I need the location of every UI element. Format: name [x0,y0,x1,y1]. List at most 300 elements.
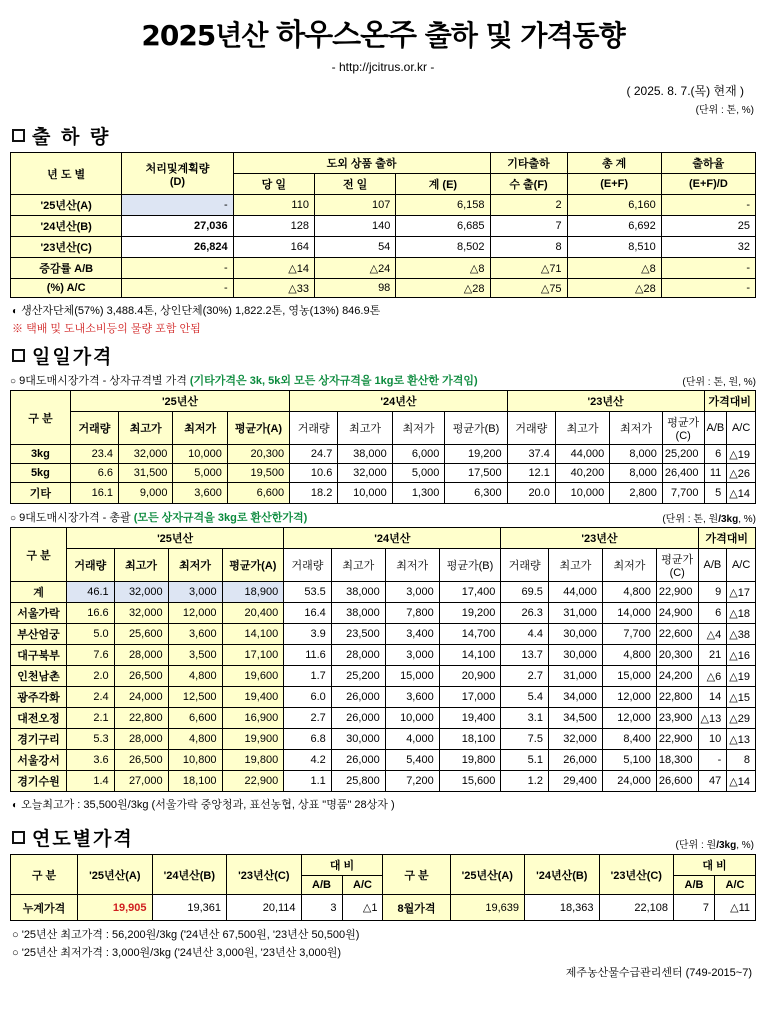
row-label: 서울강서 [11,750,67,771]
cell-low25: 3,600 [168,624,222,645]
cell-avg25: 19,900 [222,729,284,750]
price-by-size-table [10,390,756,504]
cell-vol24: 1.7 [284,666,332,687]
cell-high24: 10,000 [338,483,392,504]
table-row [11,771,756,792]
col-other-group: 기타출하 [490,153,567,174]
cell-high25: 24,000 [114,687,168,708]
col-vol-25: 거래량 [67,549,115,582]
col-ac: A/C [727,412,756,445]
cell-plan: 26,824 [122,237,233,258]
cell-avg24: 20,900 [439,666,501,687]
col-y25-left: '25년산(A) [78,855,153,895]
cell-right-23: 22,108 [599,895,674,921]
cell-vol24: 4.2 [284,750,332,771]
row-label: 증감률 A/B [11,258,122,279]
table-row [11,483,756,504]
cell-high23: 30,000 [548,624,602,645]
cell-low25: 3,000 [168,582,222,603]
col-year: 년 도 별 [11,153,122,195]
row-label: '25년산(A) [11,195,122,216]
cell-vol25: 2.1 [67,708,115,729]
cell-avg24: 14,100 [439,645,501,666]
cell-low25: 3,500 [168,645,222,666]
cell-ac: 8 [727,750,756,771]
cell-avg24: 19,400 [439,708,501,729]
cell-low24: 3,000 [385,582,439,603]
col-high-23: 최고가 [555,412,609,445]
cell-ac: △38 [727,624,756,645]
circle-bullet-icon: ○ [12,947,19,959]
col-low-25: 최저가 [173,412,227,445]
cell-low23: 5,100 [602,750,656,771]
cell-avg25: 22,900 [222,771,284,792]
cell-rate: - [661,195,755,216]
col-avg-25: 평균가(A) [227,412,289,445]
as-of-date: ( 2025. 8. 7.(목) 현재 ) [626,84,744,98]
cell-ab: △13 [698,708,727,729]
section1-note-1: ◐ 생산자단체(57%) 3,488.4톤, 상인단체(30%) 1,822.2톤, 영농(13%) 846.9톤 [12,305,381,317]
cell-vol23: 12.1 [507,464,555,483]
cell-low25: 3,600 [173,483,227,504]
cell-vol23: 37.4 [507,445,555,464]
circle-bullet-icon: ◐ [12,306,19,317]
cell-high24: 38,000 [331,582,385,603]
yearly-price-table [10,854,756,921]
cell-vol25: 46.1 [67,582,115,603]
cell-low25: 10,000 [173,445,227,464]
cell-left-ac: △1 [342,895,383,921]
price-total-table [10,527,756,792]
cell-today: 164 [233,237,314,258]
cell-avg25: 14,100 [222,624,284,645]
cell-avg25: 20,300 [227,445,289,464]
cell-ac: △16 [727,645,756,666]
cell-ac: △29 [727,708,756,729]
table-row [11,895,756,921]
cell-export: △75 [490,279,567,298]
cell-ab: 5 [704,483,727,504]
cell-avg24: 19,800 [439,750,501,771]
row-label: 광주각화 [11,687,67,708]
cell-high25: 22,800 [114,708,168,729]
col-y24-group: '24년산 [284,528,501,549]
cell-ac: △14 [727,483,756,504]
row-label-right: 8월가격 [383,895,450,921]
col-rate: (E+F)/D [661,174,755,195]
col-y25-group: '25년산 [67,528,284,549]
cell-ac: △13 [727,729,756,750]
cell-sum: 6,158 [396,195,490,216]
col-vol-24: 거래량 [284,549,332,582]
cell-high23: 44,000 [555,445,609,464]
col-low-25: 최저가 [168,549,222,582]
col-gubun: 구 분 [11,528,67,582]
section2-sub2-row [10,509,756,525]
cell-right-ab: 7 [674,895,715,921]
cell-avg25: 19,800 [222,750,284,771]
cell-ab: △6 [698,666,727,687]
cell-vol23: 69.5 [501,582,549,603]
col-vol-24: 거래량 [290,412,338,445]
col-gubun-right: 구 분 [383,855,450,895]
row-label: 대전오정 [11,708,67,729]
cell-total: 6,692 [567,216,661,237]
col-sum: 계 (E) [396,174,490,195]
cell-vol25: 5.3 [67,729,115,750]
row-label: 5kg [11,464,71,483]
cell-high25: 9,000 [119,483,173,504]
cell-high23: 30,000 [548,645,602,666]
cell-left-24: 19,361 [152,895,227,921]
row-label: 경기구리 [11,729,67,750]
cell-high24: 28,000 [331,645,385,666]
section3-notes [10,926,756,960]
cell-today: 128 [233,216,314,237]
cell-avg23: 24,900 [656,603,698,624]
cell-prev: △24 [314,258,395,279]
col-avg-24: 평균가(B) [445,412,507,445]
cell-vol24: 24.7 [290,445,338,464]
col-compare-left: 대 비 [301,855,383,876]
cell-ac: △19 [727,445,756,464]
cell-vol25: 2.0 [67,666,115,687]
cell-export: 8 [490,237,567,258]
section1-unit: (단위 : 톤, %) [695,105,754,116]
cell-right-25: 19,639 [450,895,525,921]
col-y24-left: '24년산(B) [152,855,227,895]
row-label: '23년산(C) [11,237,122,258]
cell-high25: 28,000 [114,729,168,750]
col-outbound-group: 도외 상품 출하 [233,153,490,174]
cell-low24: 3,000 [385,645,439,666]
section2-note-today: ◐ 오늘최고가 : 35,500원/3kg (서울가락 중앙청과, 표선농협, 상표 "명품" 28상자 ) [12,799,395,811]
table-row [11,603,756,624]
cell-vol25: 5.0 [67,624,115,645]
cell-avg23: 7,700 [662,483,704,504]
cell-low24: 10,000 [385,708,439,729]
cell-avg24: 14,700 [439,624,501,645]
cell-vol23: 26.3 [501,603,549,624]
cell-avg25: 20,400 [222,603,284,624]
col-avg-24: 평균가(B) [439,549,501,582]
cell-avg23: 22,900 [656,729,698,750]
col-export: 수 출(F) [490,174,567,195]
section2-unit1: (단위 : 톤, 원, %) [682,377,756,388]
cell-vol23: 2.7 [501,666,549,687]
cell-plan: - [122,195,233,216]
cell-low23: 8,000 [610,445,663,464]
cell-low24: 7,200 [385,771,439,792]
cell-avg25: 16,900 [222,708,284,729]
cell-high24: 23,500 [331,624,385,645]
cell-high23: 32,000 [548,729,602,750]
cell-ab: 21 [698,645,727,666]
cell-high24: 25,200 [331,666,385,687]
cell-vol25: 16.1 [70,483,118,504]
col-gubun: 구 분 [11,391,71,445]
table-header-row [11,855,756,876]
section1-title: 출 하 량 [32,126,111,148]
section2-unit2: (단위 : 톤, 원/3kg, %) [662,514,756,525]
cell-high23: 31,000 [548,603,602,624]
cell-vol23: 3.1 [501,708,549,729]
col-y25-right: '25년산(A) [450,855,525,895]
cell-vol24: 16.4 [284,603,332,624]
section2-sub1-row [10,372,756,388]
table-row [11,750,756,771]
row-label: 계 [11,582,67,603]
col-total: (E+F) [567,174,661,195]
table-header-row-2 [11,412,756,445]
cell-avg23: 22,600 [656,624,698,645]
col-avg-23: 평균가(C) [662,412,704,445]
cell-low25: 12,000 [168,603,222,624]
cell-ab: 47 [698,771,727,792]
cell-low23: 24,000 [602,771,656,792]
col-high-24: 최고가 [338,412,392,445]
cell-low24: 3,400 [385,624,439,645]
square-bullet-icon [12,349,25,362]
page-title [10,10,756,54]
cell-high23: 29,400 [548,771,602,792]
section1-header [12,122,756,149]
cell-vol23: 5.1 [501,750,549,771]
table-row [11,216,756,237]
cell-vol25: 23.4 [70,445,118,464]
cell-avg23: 18,300 [656,750,698,771]
col-high-25: 최고가 [114,549,168,582]
cell-avg24: 15,600 [439,771,501,792]
row-label: 3kg [11,445,71,464]
circle-bullet-icon: ○ [12,929,19,941]
cell-left-23: 20,114 [227,895,302,921]
cell-vol24: 3.9 [284,624,332,645]
cell-vol23: 7.5 [501,729,549,750]
asterisk-icon: ※ [12,323,23,335]
table-row [11,258,756,279]
col-rate-group: 출하율 [661,153,755,174]
cell-high25: 27,000 [114,771,168,792]
section3-unit: (단위 : 원/3kg, %) [675,840,754,851]
section2-sub2: ○ 9대도매시장가격 - 총괄 (모든 상자규격을 3kg로 환산한가격) [10,512,308,524]
cell-avg23: 24,200 [656,666,698,687]
table-row [11,279,756,298]
cell-low23: 12,000 [602,687,656,708]
cell-today: △14 [233,258,314,279]
cell-vol25: 16.6 [67,603,115,624]
cell-ab: - [698,750,727,771]
cell-avg23: 25,200 [662,445,704,464]
cell-sum: 6,685 [396,216,490,237]
cell-avg24: 6,300 [445,483,507,504]
cell-high25: 28,000 [114,645,168,666]
cell-high25: 31,500 [119,464,173,483]
cell-low23: 7,700 [602,624,656,645]
table-row [11,645,756,666]
cell-high24: 38,000 [338,445,392,464]
cell-low24: 6,000 [392,445,445,464]
cell-high24: 25,800 [331,771,385,792]
table-header-row [11,153,756,174]
cell-avg23: 22,800 [656,687,698,708]
cell-rate: 25 [661,216,755,237]
col-total-group: 총 계 [567,153,661,174]
cell-low25: 4,800 [168,729,222,750]
cell-vol24: 11.6 [284,645,332,666]
cell-right-ac: △11 [715,895,756,921]
col-y23-group: '23년산 [501,528,698,549]
cell-high25: 32,000 [114,582,168,603]
cell-plan: - [122,279,233,298]
col-avg-25: 평균가(A) [222,549,284,582]
cell-ac: △18 [727,603,756,624]
cell-avg23: 26,400 [662,464,704,483]
row-label: 경기수원 [11,771,67,792]
cell-today: 110 [233,195,314,216]
table-row [11,237,756,258]
cell-total: 6,160 [567,195,661,216]
cell-avg23: 23,900 [656,708,698,729]
section2-sub1: ○ 9대도매시장가격 - 상자규격별 가격 (기타가격은 3k, 5k외 모든 상자규격을 1kg로 환산한 가격임) [10,375,478,387]
cell-avg25: 19,400 [222,687,284,708]
cell-sum: △28 [396,279,490,298]
table-row [11,445,756,464]
cell-high25: 26,500 [114,666,168,687]
col-y25-group: '25년산 [70,391,289,412]
col-compare-group: 가격대비 [704,391,755,412]
cell-low23: 14,000 [602,603,656,624]
cell-plan: 27,036 [122,216,233,237]
col-high-23: 최고가 [548,549,602,582]
col-low-23: 최저가 [602,549,656,582]
cell-avg24: 17,500 [445,464,507,483]
cell-low23: 4,800 [602,645,656,666]
cell-high25: 26,500 [114,750,168,771]
cell-vol23: 4.4 [501,624,549,645]
cell-high24: 26,000 [331,750,385,771]
table-row [11,195,756,216]
cell-avg25: 19,500 [227,464,289,483]
cell-avg25: 6,600 [227,483,289,504]
cell-vol24: 6.0 [284,687,332,708]
col-compare-group: 가격대비 [698,528,755,549]
section3-note-2: ○ '25년산 최저가격 : 3,000원/3kg ('24년산 3,000원, '23년산 3,000원) [12,947,342,959]
cell-vol24: 6.8 [284,729,332,750]
col-ab-right: A/B [674,876,715,895]
cell-vol25: 3.6 [67,750,115,771]
col-y24-group: '24년산 [290,391,508,412]
cell-left-ab: 3 [301,895,342,921]
col-low-24: 최저가 [392,412,445,445]
row-label: (%) A/C [11,279,122,298]
cell-high23: 10,000 [555,483,609,504]
cell-avg24: 17,400 [439,582,501,603]
row-label: 인천남촌 [11,666,67,687]
col-ac: A/C [727,549,756,582]
cell-low23: 4,800 [602,582,656,603]
cell-low24: 1,300 [392,483,445,504]
cell-low24: 5,000 [392,464,445,483]
table-row [11,729,756,750]
col-today: 당 일 [233,174,314,195]
cell-low24: 7,800 [385,603,439,624]
col-ab: A/B [698,549,727,582]
cell-low25: 12,500 [168,687,222,708]
table-row [11,708,756,729]
col-y23-left: '23년산(C) [227,855,302,895]
cell-export: △71 [490,258,567,279]
cell-vol23: 20.0 [507,483,555,504]
cell-ab: 9 [698,582,727,603]
cell-rate: 32 [661,237,755,258]
section2-header [12,342,756,369]
cell-vol24: 18.2 [290,483,338,504]
cell-ab: 10 [698,729,727,750]
cell-plan: - [122,258,233,279]
circle-bullet-icon: ○ [10,513,17,524]
cell-high23: 31,000 [548,666,602,687]
cell-high24: 38,000 [331,603,385,624]
cell-ab: 6 [704,445,727,464]
col-high-25: 최고가 [119,412,173,445]
cell-vol25: 6.6 [70,464,118,483]
col-vol-23: 거래량 [507,412,555,445]
col-ac-left: A/C [342,876,383,895]
cell-high23: 34,000 [548,687,602,708]
cell-ac: △17 [727,582,756,603]
cell-high25: 32,000 [119,445,173,464]
cell-high24: 26,000 [331,708,385,729]
cell-avg23: 26,600 [656,771,698,792]
col-y23-right: '23년산(C) [599,855,674,895]
section3-title: 연도별가격 [32,828,134,850]
cell-low25: 4,800 [168,666,222,687]
cell-left-25: 19,905 [78,895,153,921]
cell-avg25: 17,100 [222,645,284,666]
row-label: 부산엄궁 [11,624,67,645]
cell-high23: 34,500 [548,708,602,729]
cell-prev: 107 [314,195,395,216]
cell-high24: 32,000 [338,464,392,483]
cell-high25: 25,600 [114,624,168,645]
row-label-left: 누계가격 [11,895,78,921]
cell-avg24: 19,200 [445,445,507,464]
cell-low24: 3,600 [385,687,439,708]
cell-high23: 40,200 [555,464,609,483]
cell-vol25: 1.4 [67,771,115,792]
col-avg-23: 평균가(C) [656,549,698,582]
cell-low23: 15,000 [602,666,656,687]
cell-vol23: 1.2 [501,771,549,792]
col-gubun-left: 구 분 [11,855,78,895]
footer-contact: 제주농산물수급관리센터 (749-2015~7) [565,967,752,979]
cell-right-24: 18,363 [525,895,600,921]
cell-low24: 15,000 [385,666,439,687]
cell-total: △8 [567,258,661,279]
cell-prev: 140 [314,216,395,237]
table-row [11,687,756,708]
circle-bullet-icon: ○ [10,376,17,387]
col-high-24: 최고가 [331,549,385,582]
cell-vol24: 1.1 [284,771,332,792]
row-label: '24년산(B) [11,216,122,237]
title-part-1: 2025년산 [141,19,277,52]
cell-ab: 11 [704,464,727,483]
title-part-2: 하우스온주 [276,18,417,53]
row-label: 서울가락 [11,603,67,624]
cell-rate: - [661,258,755,279]
